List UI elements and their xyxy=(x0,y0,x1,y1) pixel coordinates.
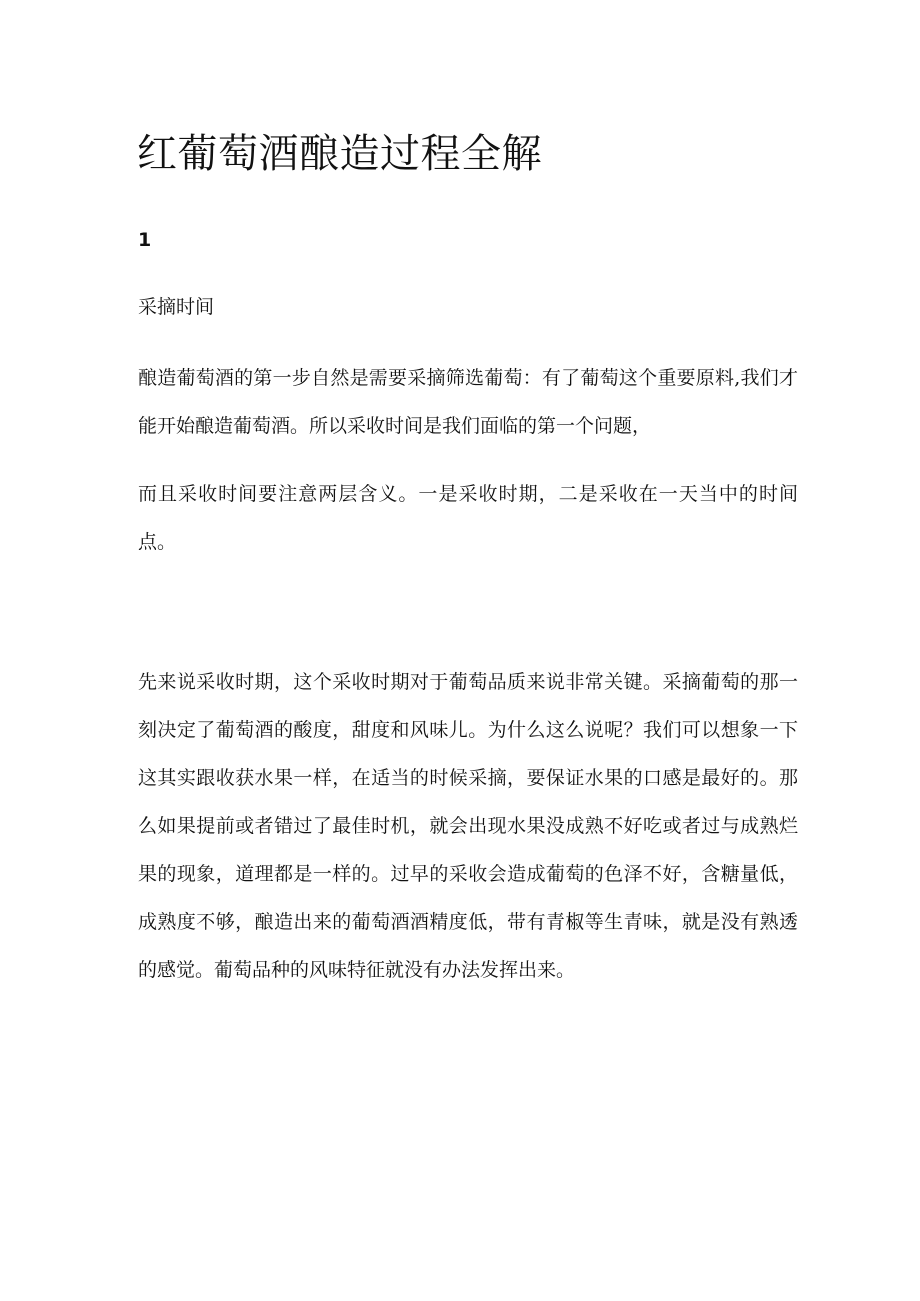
section-subheading: 采摘时间 xyxy=(138,296,215,318)
section-number: 1 xyxy=(138,229,152,251)
paragraph-2: 而且采收时间要注意两层含义。一是采收时期，二是采收在一天当中的时间点。 xyxy=(138,483,798,553)
paragraph-1: 酿造葡萄酒的第一步自然是需要采摘筛选葡萄：有了葡萄这个重要原料,我们才能开始酿造葡萄酒。所以采收时间是我们面临的第一个问题， xyxy=(138,367,798,437)
document-title: 红葡萄酒酿造过程全解 xyxy=(137,131,542,177)
paragraph-3: 先来说采收时期，这个采收时期对于葡萄品质来说非常关键。采摘葡萄的那一刻决定了葡萄酒的酸度，甜度和风味儿。为什么这么说呢？我们可以想象一下这其实跟收获水果一样，在适当的时候采摘，要保证水果的口感是最好的。那么如果提前或者错过了最佳时机，就会出现水果没成熟不好吃或者过与成熟烂果的现象，道理都是一样的。过早的采收会造成葡萄的色泽不好，含糖量低，成熟度不够，酿造出来的葡萄酒酒精度低，带有青椒等生青味，就是没有熟透的感觉。葡萄品种的风味特征就没有办法发挥出来。 xyxy=(138,671,798,981)
